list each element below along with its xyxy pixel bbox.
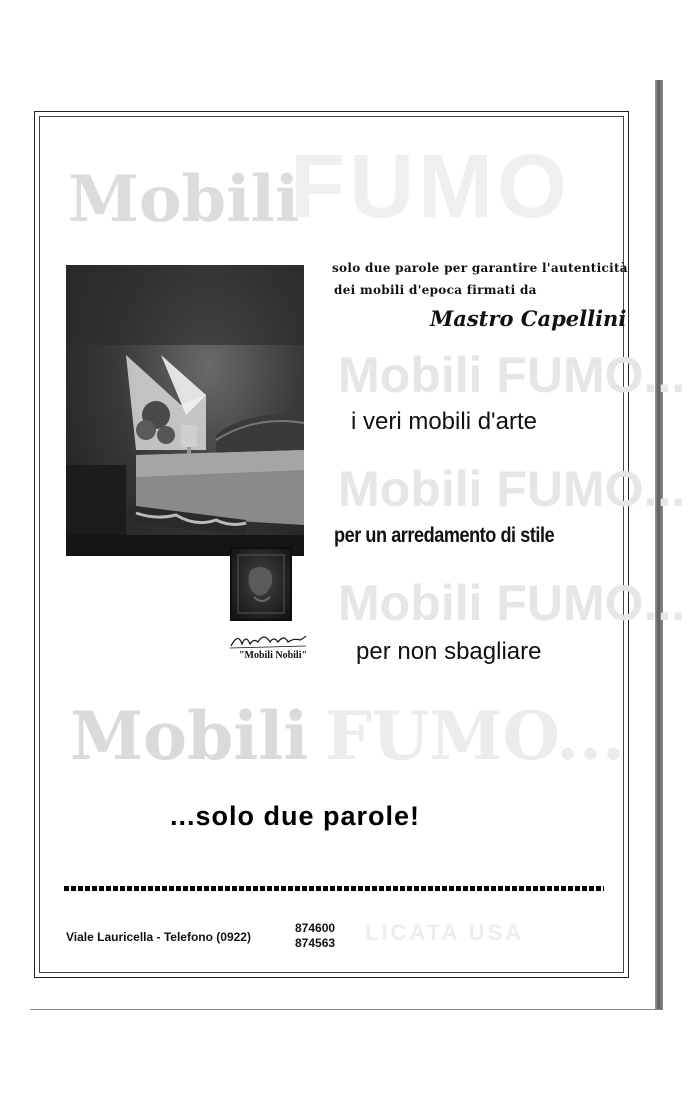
- ghost-mobili-fumo-3: Mobili FUMO...: [338, 575, 686, 631]
- ghost-mobili-fumo-2: Mobili FUMO...: [338, 461, 686, 517]
- phone-number-1: 874600: [295, 921, 336, 935]
- capellini-logo-plaque: [230, 547, 292, 621]
- bedroom-illustration: [66, 265, 304, 556]
- ghost-mobili-fumo-1: Mobili FUMO...: [338, 347, 686, 403]
- headline-veri-mobili: i veri mobili d'arte: [351, 408, 537, 435]
- headline-non-sbagliare: per non sbagliare: [356, 638, 542, 665]
- headline-arredamento: per un arredamento di stile: [334, 524, 555, 547]
- phone-number-2: 874563: [295, 936, 336, 950]
- plaque-emblem-icon: [232, 549, 290, 619]
- ghost-mobili-top: Mobili: [68, 162, 300, 237]
- bedroom-photo: [66, 265, 304, 556]
- ghost-fumo-bottom: FUMO...: [325, 697, 626, 775]
- ghost-city: LICATA USA: [365, 920, 525, 945]
- tagline-line-2: dei mobili d'epoca firmati da: [334, 283, 537, 297]
- logo-caption: "Mobili Nobili": [238, 650, 308, 661]
- tagline-brand: Mastro Capellini: [430, 306, 627, 331]
- page-edge: [655, 80, 663, 1010]
- slogan: ...solo due parole!: [170, 801, 421, 831]
- address-line: Viale Lauricella - Telefono (0922): [66, 930, 251, 944]
- ghost-mobili-bottom: Mobili: [70, 697, 309, 775]
- ghost-fumo-top: FUMO: [290, 137, 571, 237]
- dashed-divider: [64, 886, 604, 891]
- phone-numbers: [295, 921, 335, 951]
- signature-icon: [228, 628, 308, 650]
- capellini-signature: [228, 628, 308, 650]
- tagline-line-1: solo due parole per garantire l'autenticità: [332, 261, 628, 275]
- page-bottom-line: [30, 1009, 660, 1010]
